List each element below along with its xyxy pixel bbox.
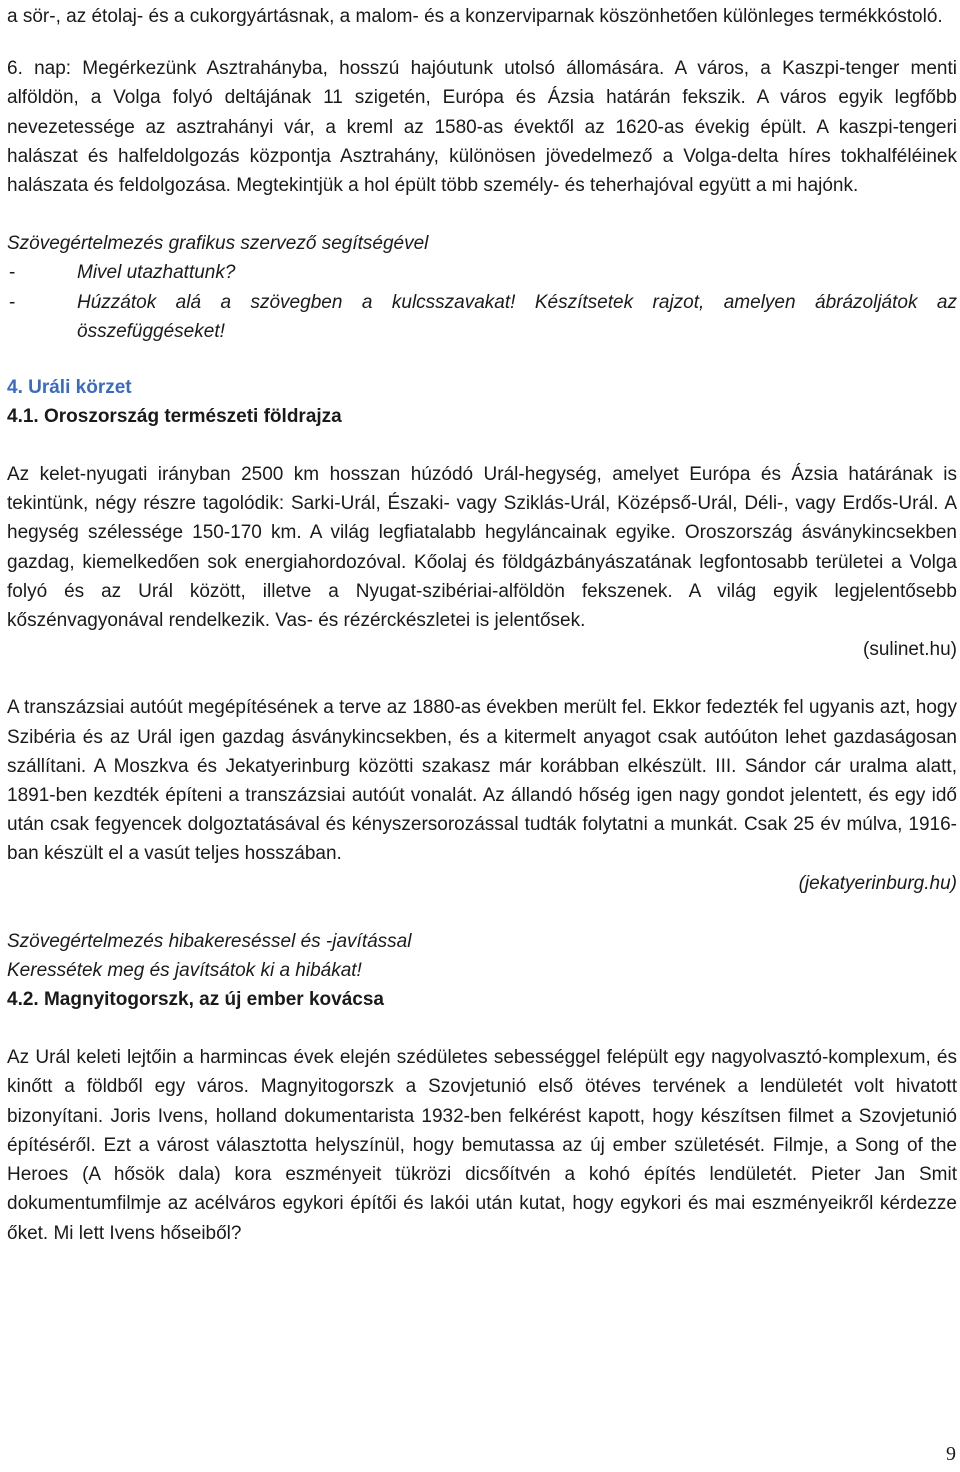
task1-item [7, 258, 957, 287]
ural-paragraph: Az kelet-nyugati irányban 2500 km hosszan húzódó Urál-hegység, amelyet Európa és Ázsia határának is tekintünk, négy részre tagolódik: Sarki-Urál, Északi- vagy Sziklás-Urál, Középső-Urál, Déli-, vagy Erdős-Urál. A hegység szélessége 150-170 km. A világ legfiatalabb hegyláncainak egyike. Oroszország ásványkincsekben gazdag, kiemelkedően sok energiahordozóval. Kőolaj és földgázbányászatának legfontosabb területei a Volga folyó és az Urál között, illetve a Nyugat-szibériai-alföldön fekszenek. A világ egyik legjelentősebb kőszénvagyonával rendelkezik. Vas- és rézérckészletei is jelentősek. [7, 464, 957, 632]
railway-paragraph: A transzázsiai autóút megépítésének a terve az 1880-as években merült fel. Ekkor fedezték fel ugyanis azt, hogy Szibéria és az Urál igen gazdag ásványkincsekben, és a kitermelt anyagot csak autóúton lehet gazdaságosan szállítani. A Moszkva és Jekatyerinburg közötti szakasz már korábban elkészült. III. Sándor cár uralma alatt, 1891-ben kezdték építeni a transzázsiai autóút vonalát. Az állandó hőség igen nagy gondot jelentett, és egy idő után csak fegyencek dolgoztatásával és kényszersorozással tudták folytatni a munkát. Csak 25 év múlva, 1916-ban készült el a vasút teljes hosszában. [7, 697, 957, 865]
intro-paragraph: a sör-, az étolaj- és a cukorgyártásnak, a malom- és a konzerviparnak köszönhetően különleges termékkóstoló. [7, 6, 943, 27]
source-citation: (jekatyerinburg.hu) [798, 872, 957, 894]
source-citation: (sulinet.hu) [863, 639, 957, 661]
list-dash: - [9, 291, 16, 313]
subsection-heading-4-1: 4.1. Oroszország természeti földrajza [7, 406, 342, 428]
task1-list [7, 258, 957, 346]
task1-item-text: Mivel utazhattunk? [77, 262, 236, 284]
page-number: 9 [946, 1443, 956, 1465]
task1-item-text: Húzzátok alá a szövegben a kulcsszavakat! Készítsetek rajzot, amelyen ábrázoljátok az összefüggéseket! [77, 291, 957, 342]
task1-item [7, 288, 957, 346]
task2-instruction: Keressétek meg és javítsátok ki a hibákat! [7, 960, 362, 982]
list-dash: - [9, 262, 16, 284]
task2-title: Szövegértelmezés hibakereséssel és -javítással [7, 930, 412, 952]
magnitogorsk-paragraph: Az Urál keleti lejtőin a harmincas évek elején szédületes sebességgel felépült egy nagyolvasztó-komplexum, és kinőtt a földből egy város. Magnyitogorszk a Szovjetunió első ötéves tervének a lendületét volt hivatott bizonyítani. Joris Ivens, holland dokumentarista 1932-ben felkérést kapott, hogy készítsen filmet a Szovjetunió építéséről. Ezt a várost választotta helyszínül, hogy bemutassa az új ember születését. Filmje, a Song of the Heroes (A hősök dala) kora eszményeit tükrözi dicsőítvén a kohó építés lendületét. Pieter Jan Smit dokumentumfilmje az acélváros egykori építői és lakói után kutat, hogy egykori és mai eszményeikről kérdezze őket. Mi lett Ivens hőseiből? [7, 1047, 957, 1244]
task1-title: Szövegértelmezés grafikus szervező segítségével [7, 233, 429, 255]
subsection-heading-4-2: 4.2. Magnyitogorszk, az új ember kovácsa [7, 989, 384, 1011]
section-heading: 4. Uráli körzet [7, 377, 132, 399]
document-page [7, 0, 957, 1248]
day6-paragraph: 6. nap: Megérkezünk Asztrahányba, hosszú hajóutunk utolsó állomására. A város, a Kaszpi-tenger menti alföldön, a Volga folyó deltájának 11 szigetén, Európa és Ázsia határán fekszik. A város egyik legfőbb nevezetessége az asztrahányi vár, a kreml az 1580-as évektől az 1620-as évekig épült. A kaszpi-tengeri halászat és halfeldolgozás központja Asztrahány, különösen jövedelmező a Volga-delta híres tokhalféléinek halászata és feldolgozása. Megtekintjük a hol épült több személy- és teherhajóval együtt a mi hajónk. [7, 58, 957, 197]
